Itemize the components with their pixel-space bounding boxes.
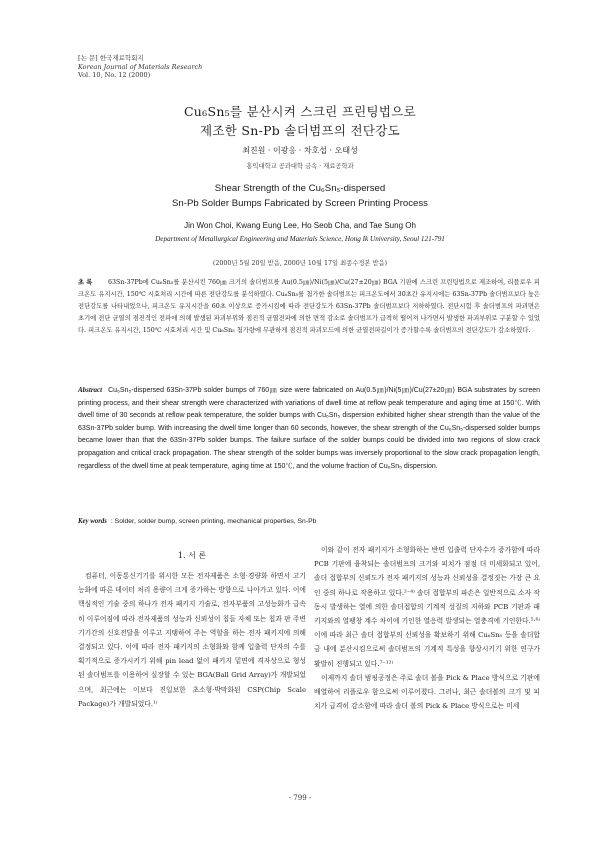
page-number: - 799 - xyxy=(288,794,312,802)
journal-line-3: Vol. 10, No. 12 (2000) xyxy=(78,71,151,79)
keywords xyxy=(78,518,540,525)
abstract-english-label: Abstract xyxy=(78,386,103,394)
title-english-line-1: Shear Strength of the Cu₆Sn₅-dispersed xyxy=(214,183,386,194)
keywords-label: Key words xyxy=(78,518,107,525)
abstract-english xyxy=(78,384,540,473)
abstract-korean-text: 63Sn-37Pb에 Cu₆Sn₅를 분산시킨 760㎛ 크기의 솔더범프를 Au(0.5㎛)/Ni(5㎛)/Cu(27±20㎛) BGA 기판에 스크린 프린팅법으로 제조하여, 리플로우 피크온도 유지시간, 150℃ 시효처리 시간에 따른 전단강도를 분석하였다. Cu₆Sn₅를 첨가한 솔더범프는 피크온도에서 30초간 유지시에는 63Sn-37Pb 솔더범프보다 높은 전단강도를 나타내었으나, 피크온도 유지시간을 60초 이상으로 증가시킴에 따라 전단강도가 63Sn-37Pb 솔더범프보다 저하하였다. 전단시험 후 솔더범프의 파괴면은 초기에 전단 균열의 점진적인 전파에 의해 발생된 파괴부위와 점진적 균열전파에 의한 면적 감소로 솔더범프가 급격히 떨어져 나가면서 발생한 파괴부위로 구분할 수 있었다. 피크온도 유지시간, 150℃ 시효처리 시간 및 Cu₆Sn₅ 첨가량에 무관하게 점진적 파괴모드에 의한 균열전파길이가 증가할수록 솔더범프의 전단강도가 감소하였다. xyxy=(78,279,540,334)
abstract-english-text: Cu₆Sn₅-dispersed 63Sn-37Pb solder bumps of 760㎛ size were fabricated on Au(0.5㎛)/Ni(5㎛)/Cu(27±20㎛) BGA substrates by screen printing process, and their shear strength were characterized with variations of dwell time at reflow peak temperature and aging time at 150℃. With dwell time of 30 seconds at reflow peak temperature, the solder bumps with Cu₆Sn₅ dispersion exhibited higher shear strength than the value of the 63Sn-37Pb solder bump. With increasing the dwell time longer than 60 seconds, however, the shear strength of the Cu₆Sn₅-dispersed solder bumps became lower than that the 63Sn-37Pb solder bumps. The failure surface of the solder bumps could be divided into two regions of slow crack propagation and critical crack propagation. The shear strength of the solder bumps was inversely proportional to the slow crack propagation length, regardless of the dwell time at peak temperature, aging time at 150℃, and the volume fraction of Cu₆Sn₅ dispersion. xyxy=(78,387,540,470)
title-korean-line-1: Cu₆Sn₅를 분산시켜 스크린 프린팅법으로 xyxy=(183,104,417,119)
received-dates: (2000년 5월 20일 받음, 2000년 10월 17일 최종수정본 받음) xyxy=(212,260,388,267)
body-column-right xyxy=(314,543,540,713)
paragraph: 이와 같이 전자 패키지가 소형화하는 반면 입출력 단자수가 증가함에 따라 PCB 기판에 융착되는 솔더범프의 크기와 피치가 점점 더 미세화되고 있어, 솔더 접합부의 신뢰도가 전자 패키지의 성능과 신뢰성을 결정짓는 가장 큰 요인 중의 하나로 작용하고 있다.²⁻⁴⁾ 솔더 접합부의 파손은 일반적으로 소자 작동시 발생하는 열에 의한 솔더접합의 기계적 성질의 저하와 PCB 기판과 패키지와의 열팽창 계수 차이에 기인한 열응력 발생되는 열충격에 기인한다.⁵·⁶⁾ 이에 따라 최근 솔더 접합부의 신뢰성을 확보하기 위해 Cu₆Sn₅ 등을 솔더합금 내에 분산시킴으로써 솔더범프의 기계적 특성을 향상시키기 위한 연구가 활발히 진행되고 있다.⁷⁻¹²⁾ xyxy=(314,546,540,668)
title-korean xyxy=(0,102,600,140)
paragraph: 이제까지 솔더 범핑공정은 주로 솔더 볼을 Pick & Place 방식으로 기판에 배열하여 리플로우 함으로써 이루어졌다. 그러나, 최근 솔더볼의 크기 및 피치가 급격히 감소함에 따라 솔더 볼의 Pick & Place 방식으로는 미세 xyxy=(314,673,540,711)
title-korean-line-2: 제조한 Sn-Pb 솔더범프의 전단강도 xyxy=(199,123,401,138)
title-english-line-2: Sn-Pb Solder Bumps Fabricated by Screen Printing Process xyxy=(172,198,428,209)
affiliation-korean: 홍익대학교 공과대학 금속 · 재료공학과 xyxy=(246,163,354,170)
keywords-text: : Solder, solder bump, screen printing, mechanical properties, Sn-Pb xyxy=(110,518,317,525)
abstract-korean-label: 초 록 xyxy=(78,279,93,286)
journal-line-1: [논 문] 한국재료학회지 xyxy=(78,54,144,62)
authors-english: Jin Won Choi, Kwang Eung Lee, Ho Seob Cha, and Tae Sung Oh xyxy=(184,221,416,230)
abstract-korean xyxy=(78,277,540,337)
paragraph: 컴퓨터, 이동통신기기를 위시한 모든 전자제품은 소형·경량화 하면서 고기능화에 따른 데이터 처리 용량이 크게 증가하는 방향으로 나아가고 있다. 이에 핵심적인 기술 중의 하나가 전자 패키지 기술로, 전자부품의 고성능화가 급속히 이루어짐에 따라 전자제품의 성능과 신뢰성이 칩들 자체 또는 칩과 판 주변 기기간의 신호전달을 이루고 지탱하여 주는 역할을 하는 전자 패키지에 의해 결정되고 있다. 이에 따라 전자 패키지의 소형화와 함께 입출력 단자의 수를 획기적으로 증가시키기 위해 pin lead 없이 패키지 밑면에 격자상으로 형성된 솔더범프를 이용하여 실장할 수 있는 BGA(Ball Grid Array)가 개발되었으며, 최근에는 이보다 진일보한 초소형·박막화된 CSP(Chip Scale Package)가 개발되었다.¹⁾ xyxy=(78,572,306,708)
authors-korean: 최진원 · 이광응 · 차호섭 · 오태성 xyxy=(242,146,358,155)
title-english xyxy=(0,181,600,211)
affiliation-english: Department of Metallurgical Engineering and Materials Science, Hong Ik University, Seoul 121-791 xyxy=(155,235,445,243)
section-heading-introduction: 1. 서 론 xyxy=(177,551,207,560)
body-column-left xyxy=(78,569,306,711)
journal-header xyxy=(78,54,202,80)
journal-line-2: Korean Journal of Materials Research xyxy=(78,62,203,71)
